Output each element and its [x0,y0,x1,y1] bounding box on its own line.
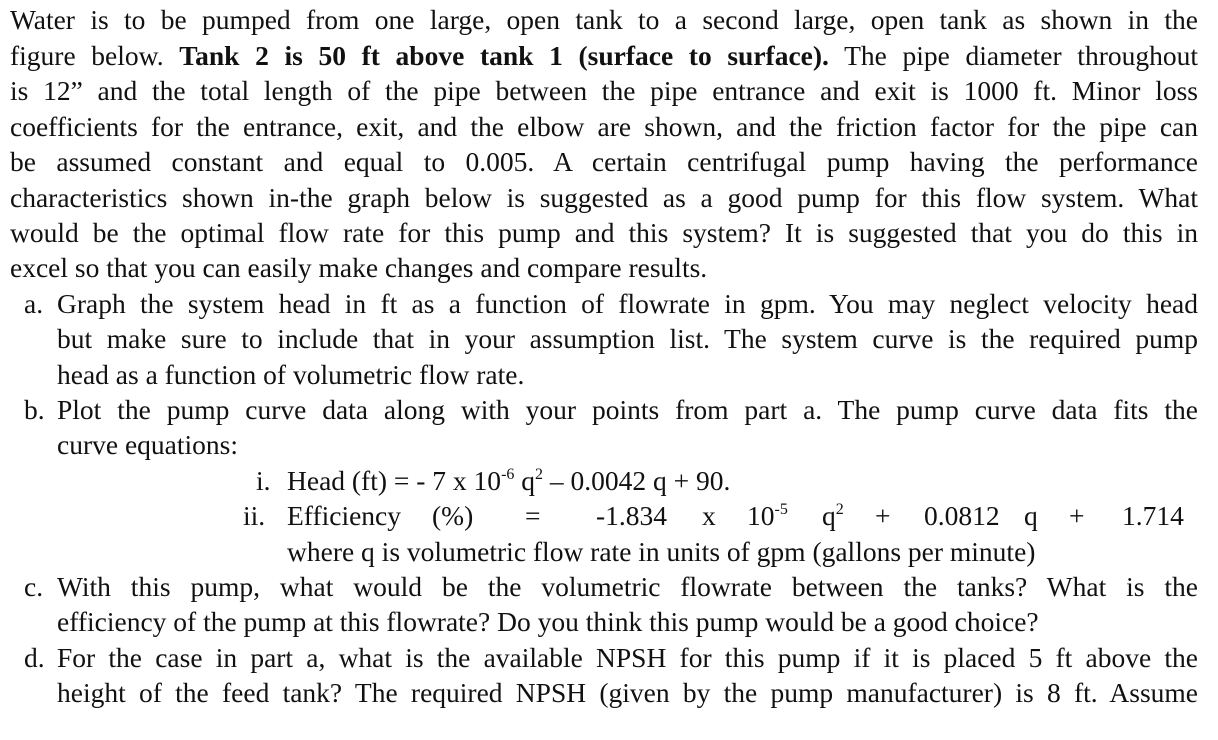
head-equation: Head (ft) = - 7 x $10^{-6}$ $q^2 - 0.0042$ q + 90. [287,465,731,496]
part-a-line-3: head as a function of volumetric flow rate. [57,359,525,390]
part-c-label: c. [24,571,44,602]
intro-line-3: is 12” and the total length of the pipe between the pipe entrance and exit is 1000 ft. Minor loss [10,75,1198,106]
part-a-line-2: but make sure to include that in your assumption list. The system curve is the required pump [57,323,1198,354]
intro-line-8: excel so that you can easily make changes and compare results. [10,252,708,283]
equation-i-label: i. [256,465,271,496]
units-note: where q is volumetric flow rate in units of gpm (gallons per minute) [287,536,1036,567]
intro-line-7: would be the optimal flow rate for this pump and this system? It is suggested that you do this in [10,217,1198,248]
equation-ii-label: ii. [243,500,266,531]
part-a-label: a. [24,288,44,319]
intro-line-1: Water is to be pumped from one large, open tank to a second large, open tank as shown in the [10,4,1198,35]
part-b-label: b. [24,394,45,425]
intro-text: The pipe diameter throughout [844,40,1198,71]
intro-line-4: coefficients for the entrance, exit, and the elbow are shown, and the friction factor for the pipe can [10,111,1198,142]
part-b-line-1: Plot the pump curve data along with your points from part a. The pump curve data fits the [57,394,1198,425]
part-b-line-2: curve equations: [57,429,238,460]
part-d-line-1: For the case in part a, what is the available NPSH for this pump if it is placed 5 ft above the [57,642,1198,673]
part-d-line-2: height of the feed tank? The required NPSH (given by the pump manufacturer) is 8 ft. Assume [57,677,1198,708]
problem-document: Water is to be pumped from one large, open tank to a second large, open tank as shown in the figure below. Tank 2 is 50 ft above tank 1 (surface to surface). The pipe diameter throughout is 12” and the total length of the pipe between the pipe entrance and exit is 1000 ft. Minor loss coefficients for the entrance, exit, and the elbow are shown, and the friction factor for the pipe can be assumed constant and equal to 0.005. A certain centrifugal pump having the performance characteristics shown in-the graph below is suggested as a good pump for this flow system. What would be the optimal flow rate for this pump and this system? It is suggested that you do this in excel so that you can easily make changes and compare results. a. Graph the system head in ft as a function of flowrate in gpm. You may neglect velocity head but make sure to include that in your assumption list. The system curve is the required pump head as a function of volumetric flow rate. b. Plot the pump curve data along with your points from part a. The pump curve data fits the curve equations: i. Head (ft) = - 7 x $10^{-6}$ $q^2 - 0.0042$ q + 90. ii. Efficiency (%) = -1.834 x $10^{-5}$ $q^2$ + 0.0812 q + 1.714 where q is volumetric flow rate in units of gpm (gallons per minute) c. With this pump, what would be the volumetric flowrate between the tanks? What is the efficiency of the pump at this flowrate? Do you think this pump would be a good choice? d. For the case in part a, what is the available NPSH for this pump if it is placed 5 ft above the height of the feed tank? The required NPSH (given by the pump manufacturer) is 8 ft. Assume [0,0,1218,740]
part-a-line-1: Graph the system head in ft as a function of flowrate in gpm. You may neglect velocity head [57,288,1198,319]
part-d-label: d. [24,642,45,673]
intro-line-6: characteristics shown in-the graph below is suggested as a good pump for this flow system. What [10,182,1198,213]
intro-line-2 [10,38,1198,74]
tank-height-statement: Tank 2 is 50 ft above tank 1 (surface to surface). [179,40,829,71]
intro-text: figure below. [10,40,164,71]
part-c-line-1: With this pump, what would be the volumetric flowrate between the tanks? What is the [57,571,1198,602]
intro-line-5: be assumed constant and equal to 0.005. A certain centrifugal pump having the performance [10,146,1198,177]
part-c-line-2: efficiency of the pump at this flowrate? Do you think this pump would be a good choice? [57,606,1039,637]
